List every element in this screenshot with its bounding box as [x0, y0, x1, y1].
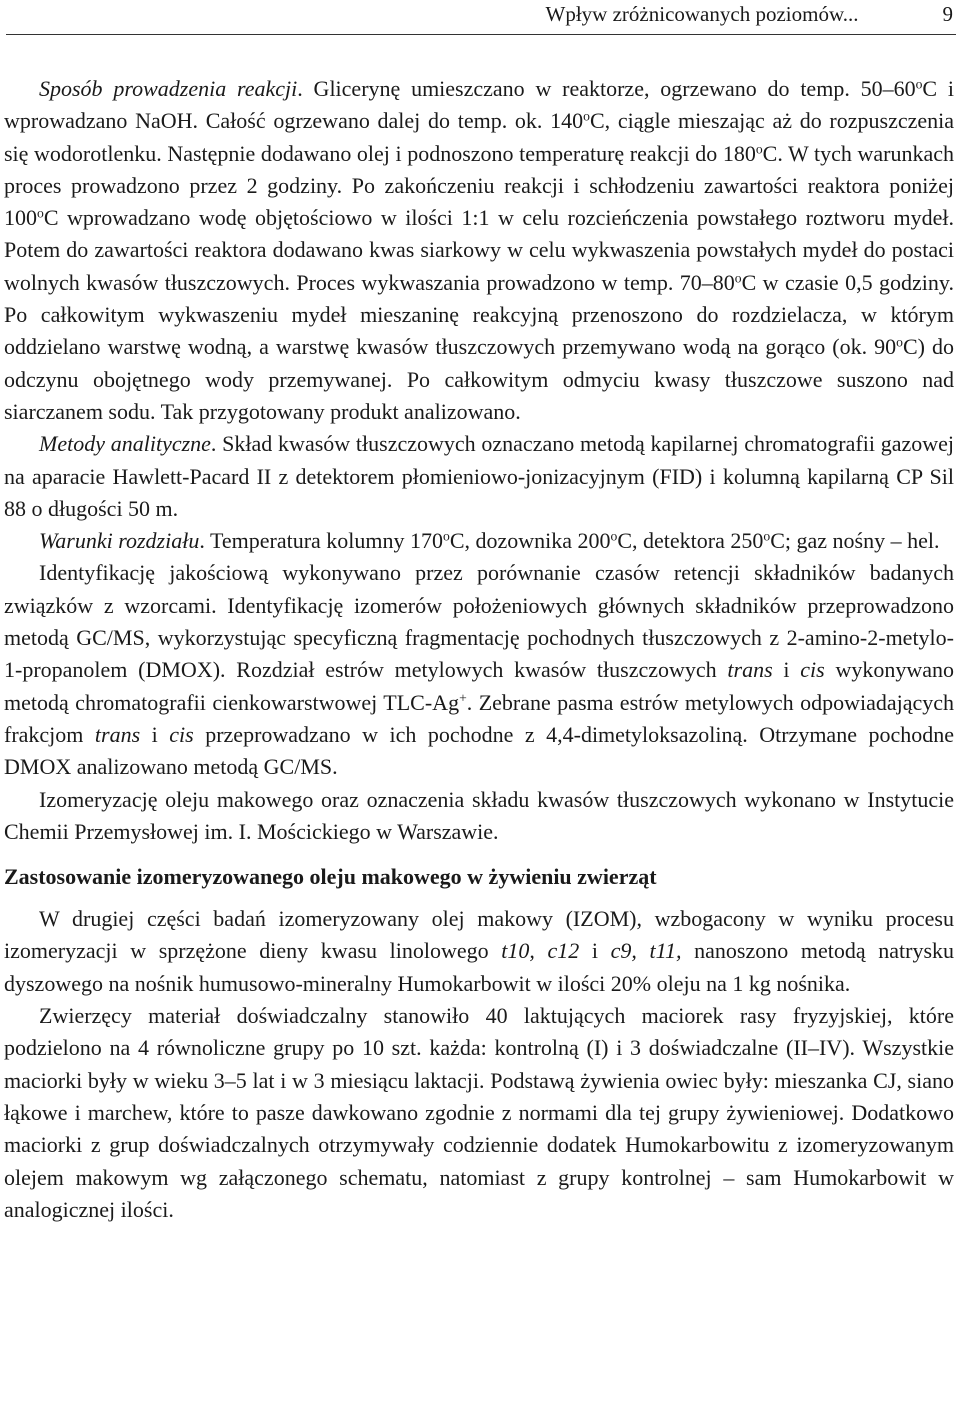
text-run: Identyfikację jakościową wykonywano przez porównanie czasów retencji składników badanych związków z wzorcami. Identyfikację izomerów położeniowych głównych składników przeprowadzono metodą GC/MS, wykorzystując specyficzną fragmentację pochodnych tłuszczowych z 2-amino-2-metylo-1-propanolem (DMOX). Rozdział estrów metylowych kwasów tłuszczowych [4, 560, 954, 683]
text-run: . Temperatura kolumny 170 [199, 528, 444, 554]
paragraph-reaction-method [4, 73, 954, 428]
paragraph-second-part [4, 903, 954, 1000]
text-run: . Skład kwasów tłuszczowych oznaczano metodą kapilarnej chromatografii gazowej na aparacie Hawlett-Pacard II z detektorem płomieniowo-jonizacyjnym (FID) i kolumną kapilarną CP Sil 88 o długości 50 m. [4, 431, 954, 521]
section-heading: Zastosowanie izomeryzowanego oleju makowego w żywieniu zwierząt [4, 864, 657, 890]
paragraph-lead: Sposób prowadzenia reakcji [39, 76, 298, 101]
text-run: C wprowadzano wodę objętościowo w ilości 1:1 w celu rozcieńczenia powstałego roztworu mydeł. Potem do zawartości reaktora dodawano kwas siarkowy w celu wykwaszenia powstałych mydeł do postaci wolnych kwasów tłuszczowych. Proces wykwaszania prowadzono w temp. 70–80 [4, 205, 954, 295]
italic-term: cis [169, 721, 194, 747]
italic-term: cis [800, 657, 825, 683]
degree-superscript: o [443, 528, 450, 544]
paragraph-institute [4, 784, 954, 849]
text-run: C, detektora 250 [617, 528, 764, 554]
body-text [4, 73, 954, 1226]
italic-term: t10, c12 [501, 938, 580, 964]
text-run: C i wprowadzano NaOH. Całość ogrzewano dalej do temp. ok. 140 [4, 76, 954, 134]
italic-term: trans [94, 721, 141, 747]
page-number: 9 [942, 2, 953, 26]
degree-superscript: o [755, 141, 763, 157]
text-run: i [140, 721, 170, 747]
text-run: i [772, 657, 801, 683]
degree-superscript: o [734, 270, 742, 286]
text-run: . Zebrane pasma estrów metylowych odpowiadających frakcjom [4, 689, 954, 747]
paragraph-identification [4, 557, 954, 783]
paragraph-separation-conditions [4, 525, 954, 557]
degree-superscript: o [896, 334, 903, 350]
text-run: przeprowadzano w ich pochodne z 4,4-dimetyloksazoliną. Otrzymane pochodne DMOX analizowano metodą GC/MS. [4, 721, 954, 780]
text-run: C. W tych warunkach proces prowadzono przez 2 godziny. Po zakończeniu reakcji i schłodzeniu zawartości reaktora poniżej 100 [4, 140, 954, 231]
text-run: C, dozownika 200 [449, 528, 611, 554]
paragraph-animals [4, 1000, 954, 1226]
text-run: C; gaz nośny – hel. [770, 528, 940, 554]
paragraph-lead: Metody analityczne [39, 431, 211, 457]
text-run: Zwierzęcy materiał doświadczalny stanowiło 40 laktujących maciorek rasy fryzyjskiej, które podzielono na 4 równoliczne grupy po 10 szt. każda: kontrolną (I) i 3 doświadczalne (II–IV). Wszystkie maciorki były w wieku 3–5 lat i w 3 miesiącu laktacji. Podstawą żywienia owiec były: mieszanka CJ, siano łąkowe i marchew, które to pasze dawkowano zgodnie z normami dla tej grupy żywieniowej. Dodatkowo maciorki z grup doświadczalnych otrzymywały codziennie dodatek Humokarbowitu z izomeryzowanym olejem makowym wg załączonego schematu, natomiast z grupy kontrolnej – sam Humokarbowit w analogicznej ilości. [4, 1003, 954, 1222]
text-run: . Glicerynę umieszczano w reaktorze, ogrzewano do temp. 50–60 [297, 76, 916, 101]
text-run: C w czasie 0,5 godziny. Po całkowitym wykwaszeniu mydeł mieszaninę reakcyjną przenoszono do rozdzielacza, w którym oddzielano warstwę wodną, a warstwę kwasów tłuszczowych przemywano wodą na gorąco (ok. 90 [4, 269, 954, 360]
text-run: i [579, 938, 611, 964]
text-run: C, ciągle mieszając aż do rozpuszczenia się wodorotlenku. Następnie dodawano olej i podnoszono temperaturę reakcji do 180 [4, 108, 955, 166]
italic-term: trans [727, 657, 773, 683]
text-run: nanoszono metodą natrysku dyszowego na nośnik humusowo-mineralny Humokarbowit w ilości 20% oleju na 1 kg nośnika. [4, 938, 955, 996]
text-run: wykonywano metodą chromatografii cienkowarstwowej TLC-Ag [4, 657, 954, 715]
text-run: C) do odczynu obojętnego wody przemywanej. Po całkowitym odmyciu kwasy tłuszczowe suszono nad siarczanem sodu. Tak przygotowany produkt analizowano. [4, 334, 954, 424]
paragraph-lead: Warunki rozdziału [39, 528, 200, 554]
text-run: W drugiej części badań izomeryzowany olej makowy (IZOM), wzbogacony w wyniku procesu izomeryzacji w sprzężone dieny kwasu linolowego [4, 906, 954, 964]
paragraph-analytical-methods [4, 428, 954, 525]
text-run: Izomeryzację oleju makowego oraz oznaczenia składu kwasów tłuszczowych wykonano w Instytucie Chemii Przemysłowej im. I. Mościckiego w Warszawie. [4, 786, 954, 844]
degree-superscript: o [915, 76, 923, 92]
degree-superscript: o [610, 528, 618, 544]
italic-term: c9, t11, [610, 938, 682, 964]
running-title: Wpływ zróżnicowanych poziomów... [545, 2, 859, 26]
degree-superscript: o [583, 108, 590, 124]
ion-superscript: + [459, 690, 467, 706]
degree-superscript: o [37, 205, 44, 221]
running-header [6, 0, 956, 35]
degree-superscript: o [763, 528, 771, 544]
